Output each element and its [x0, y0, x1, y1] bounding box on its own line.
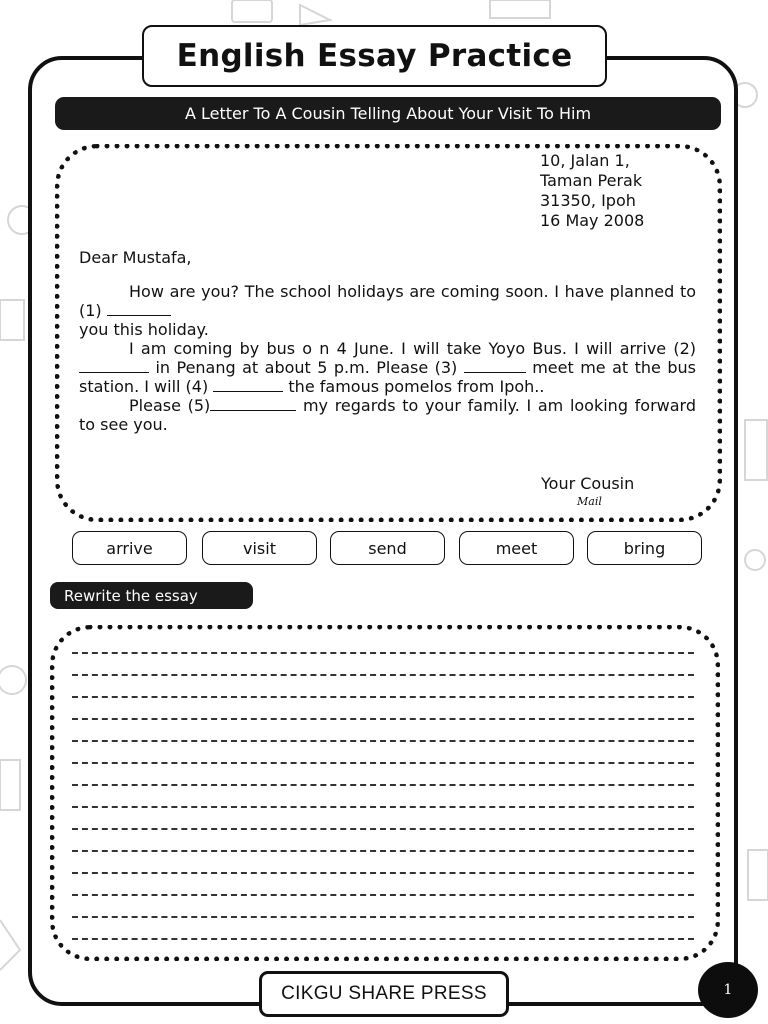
word-option-visit[interactable]: visit	[202, 531, 317, 565]
rewrite-label: Rewrite the essay	[50, 582, 253, 609]
blank-1[interactable]	[107, 303, 171, 316]
paragraph-2: I am coming by bus o n 4 June. I will take Yoyo Bus. I will arrive (2) in Penang at about 5 p.m. Please (3) meet me at the bus station. I will (4) the famous pomelos from Ipoh..	[79, 339, 696, 396]
page-number: 1	[698, 962, 758, 1018]
writing-line	[72, 762, 694, 764]
writing-line	[72, 696, 694, 698]
blank-3[interactable]	[464, 360, 526, 373]
letter-date: 16 May 2008	[540, 211, 645, 230]
writing-line	[72, 850, 694, 852]
writing-line	[72, 894, 694, 896]
letter-topic-banner: A Letter To A Cousin Telling About Your Visit To Him	[55, 97, 721, 130]
writing-line	[72, 828, 694, 830]
writing-line	[72, 718, 694, 720]
writing-line	[72, 652, 694, 654]
page-title: English Essay Practice	[142, 25, 607, 87]
writing-line	[72, 674, 694, 676]
paragraph-1: How are you? The school holidays are coming soon. I have planned to (1) you this holiday.	[79, 282, 696, 339]
sender-address	[540, 151, 644, 231]
blank-5[interactable]	[210, 398, 296, 411]
blank-4[interactable]	[213, 379, 283, 392]
writing-line	[72, 938, 694, 940]
word-option-meet[interactable]: meet	[459, 531, 574, 565]
word-option-bring[interactable]: bring	[587, 531, 702, 565]
address-line: Taman Perak	[540, 171, 643, 190]
letter-closing: Your Cousin	[541, 474, 635, 493]
writing-line	[72, 872, 694, 874]
letter-body	[79, 248, 696, 434]
writing-line	[72, 784, 694, 786]
address-line: 31350, Ipoh	[540, 191, 636, 210]
signature: Mail	[577, 495, 602, 508]
word-option-arrive[interactable]: arrive	[72, 531, 187, 565]
greeting: Dear Mustafa,	[79, 248, 192, 267]
word-option-send[interactable]: send	[330, 531, 445, 565]
paragraph-3: Please (5) my regards to your family. I am looking forward to see you.	[79, 396, 697, 434]
writing-line	[72, 740, 694, 742]
blank-2[interactable]	[79, 360, 149, 373]
publisher-footer: CIKGU SHARE PRESS	[259, 971, 509, 1017]
writing-line	[72, 916, 694, 918]
writing-line	[72, 806, 694, 808]
address-line: 10, Jalan 1,	[540, 151, 630, 170]
